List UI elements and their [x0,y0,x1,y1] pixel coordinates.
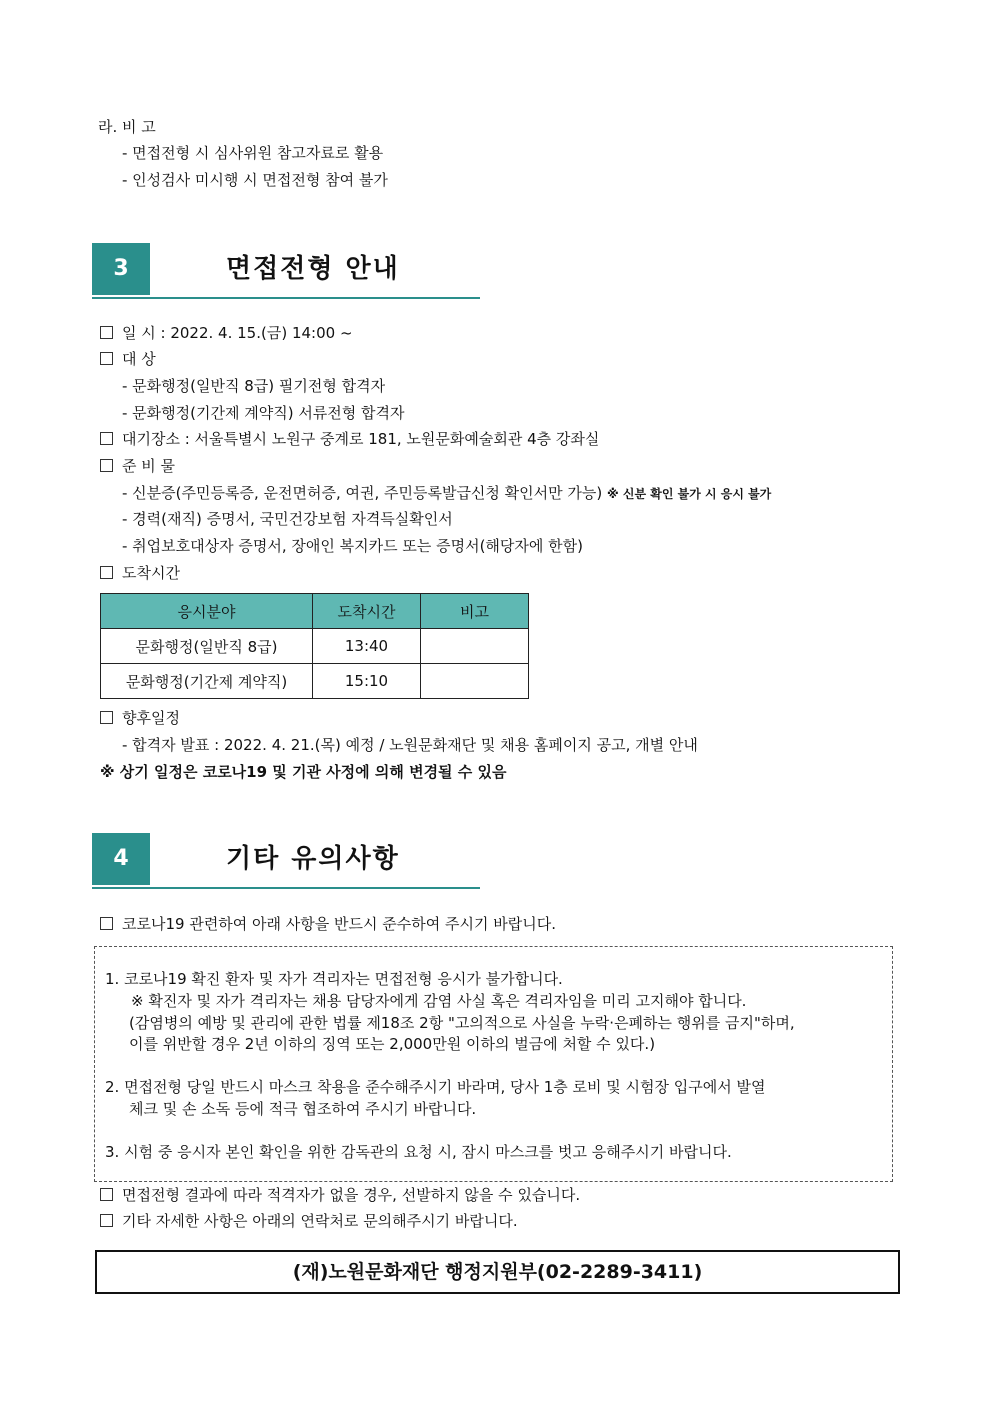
waiting-place-text: 대기장소 : 서울특별시 노원구 중계로 181, 노원문화예술회관 4층 강좌실 [122,430,600,448]
notice-subitem: 이를 위반할 경우 2년 이하의 징역 또는 2,000만원 이하의 벌금에 처할 수 있다.) [129,1035,656,1053]
target-label: 대 상 [122,350,156,368]
checkbox-icon [100,917,113,930]
section-number: 3 [92,243,150,295]
notice-item: 1. 코로나19 확진 환자 및 자가 격리자는 면접전형 응시가 불가합니다. [105,970,563,988]
checkbox-icon [100,711,113,724]
checkbox-icon [100,459,113,472]
table-cell: 문화행정(일반직 8급) [101,629,313,664]
table-row [101,664,529,699]
covid-intro-row [100,914,556,934]
target-item: - 문화행정(일반직 8급) 필기전형 합격자 [122,377,386,395]
table-row [101,629,529,664]
section-number: 4 [92,833,150,885]
checkbox-icon [100,1188,113,1201]
arrival-label: 도착시간 [122,564,180,582]
checkbox-icon [100,326,113,339]
table-header: 도착시간 [313,594,421,629]
table-cell: 13:40 [313,629,421,664]
after-text: 면접전형 결과에 따라 적격자가 없을 경우, 선발하지 않을 수 있습니다. [122,1186,581,1204]
checkbox-icon [100,566,113,579]
table-cell [421,664,529,699]
table-header-row [101,594,529,629]
checkbox-icon [100,432,113,445]
prep-label: 준 비 물 [122,457,176,475]
section-underline [92,297,480,299]
waiting-place-row [100,429,599,449]
target-row [100,349,156,369]
checkbox-icon [100,352,113,365]
notice-item-cont: 체크 및 손 소독 등에 적극 협조하여 주시기 바랍니다. [129,1100,477,1118]
prep-item [122,483,771,504]
schedule-row [100,323,353,343]
section-title: 기타 유의사항 [226,844,400,874]
notice-subitem: (감염병의 예방 및 관리에 관한 법률 제18조 2항 "고의적으로 사실을 누락·은폐하는 행위를 금지"하며, [129,1014,795,1032]
prep-item-text: - 신분증(주민등록증, 운전면허증, 여권, 주민등록발급신청 확인서만 가능) [122,484,603,502]
schedule-text: 일 시 : 2022. 4. 15.(금) 14:00 ~ [122,324,353,342]
target-item: - 문화행정(기간제 계약직) 서류전형 합격자 [122,404,405,422]
checkbox-icon [100,1214,113,1227]
table-header: 응시분야 [101,594,313,629]
table-header: 비고 [421,594,529,629]
section-title: 면접전형 안내 [226,254,400,284]
notice-item: 2. 면접전형 당일 반드시 마스크 착용을 준수해주시기 바라며, 당사 1층 로비 및 시험장 입구에서 발열 [105,1078,766,1096]
remark-item: - 인성검사 미시행 시 면접전형 참여 불가 [122,171,388,189]
future-item: - 합격자 발표 : 2022. 4. 21.(목) 예정 / 노원문화재단 및 채용 홈페이지 공고, 개별 안내 [122,736,698,754]
covid-intro-text: 코로나19 관련하여 아래 사항을 반드시 준수하여 주시기 바랍니다. [122,915,556,933]
prep-row [100,456,175,476]
future-label: 향후일정 [122,709,180,727]
contact-box: (재)노원문화재단 행정지원부(02-2289-3411) [95,1250,900,1294]
notice-subitem: ※ 확진자 및 자가 격리자는 채용 담당자에게 감염 사실 혹은 격리자임을 미리 고지해야 합니다. [131,992,747,1010]
notice-item: 3. 시험 중 응시자 본인 확인을 위한 감독관의 요청 시, 잠시 마스크를 벗고 응해주시기 바랍니다. [105,1143,732,1161]
remark-item: - 면접전형 시 심사위원 참고자료로 활용 [122,144,384,162]
table-cell: 문화행정(기간제 계약직) [101,664,313,699]
remarks-heading: 라. 비 고 [98,118,156,136]
prep-note: ※ 신분 확인 불가 시 응시 불가 [607,487,772,501]
table-cell: 15:10 [313,664,421,699]
covid-notice-box [94,946,893,1182]
change-note: ※ 상기 일정은 코로나19 및 기관 사정에 의해 변경될 수 있음 [100,763,507,781]
after-row [100,1211,518,1231]
future-row [100,708,180,728]
arrival-table [100,593,529,699]
table-cell [421,629,529,664]
section-3-header [92,243,480,299]
prep-item: - 취업보호대상자 증명서, 장애인 복지카드 또는 증명서(해당자에 한함) [122,537,583,555]
after-row [100,1185,580,1205]
section-4-header [92,833,480,889]
prep-item: - 경력(재직) 증명서, 국민건강보험 자격득실확인서 [122,510,453,528]
section-underline [92,887,480,889]
after-text: 기타 자세한 사항은 아래의 연락처로 문의해주시기 바랍니다. [122,1212,518,1230]
arrival-row [100,563,180,583]
